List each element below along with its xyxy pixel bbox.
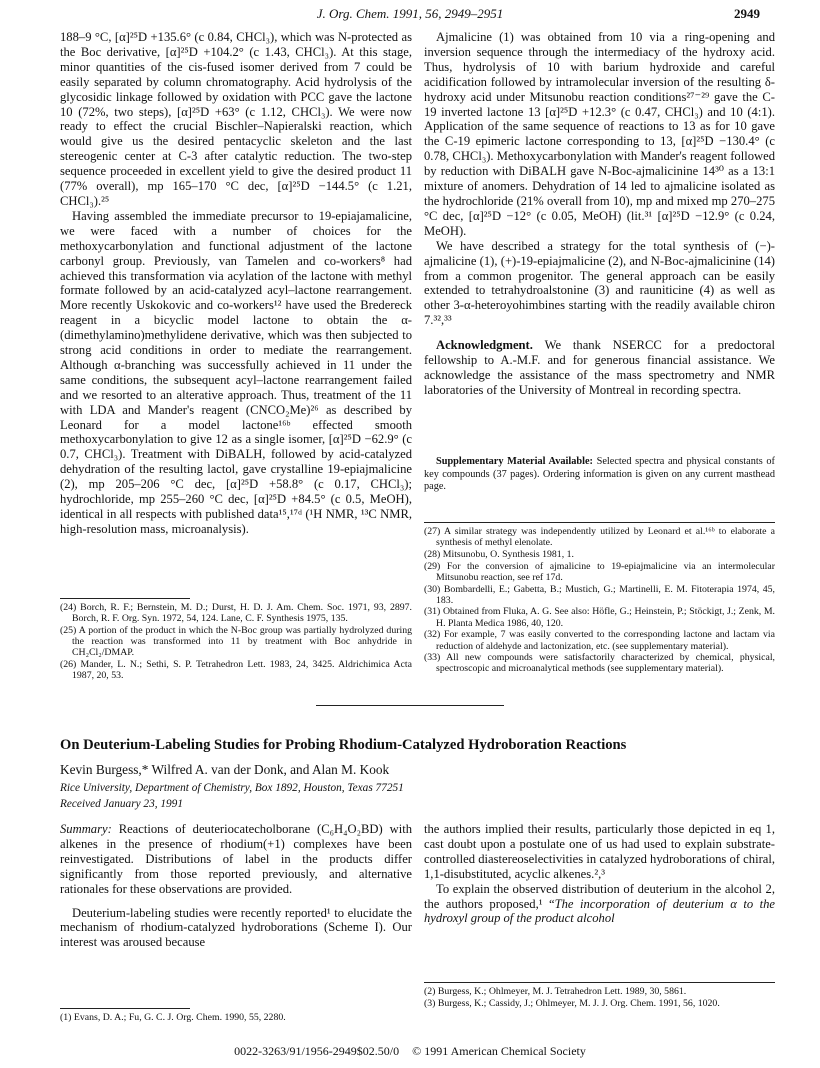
footnote: (29) For the conversion of ajmalicine to 19-epiajmalicine via an intermolecular Mitsunobu reaction, see ref 17d. [424, 560, 775, 583]
footnote-rule [424, 522, 775, 523]
paragraph: 188–9 °C, [α]²⁵D +135.6° (c 0.84, CHCl₃), which was N-protected as the Boc derivative, [α]²⁵D +104.2° (c 1.43, CHCl₃). At this stage, minor quantities of the cis-fused isomer derived from 7 could be easily separated by column chromatography. Acid hydrolysis of the glycosidic linkage followed by oxidation with PCC gave the lactone 10 (72%, two steps), [α]²⁵D +63° (c 1.12, CHCl₃). We were now ready to effect the crucial Bischler–Napieralski reaction, which would give us the desired pentacyclic skeleton and the last stereogenic center at C-3 after catalytic reduction. The two-step sequence proceeded in excellent yield to give the desired product 11 (77% overall), mp 165–170 °C dec, [α]²⁵D −144.5° (c 1.21, CHCl₃).²⁵ [60, 30, 412, 208]
summary [60, 822, 412, 897]
supplementary-material [424, 456, 775, 494]
footnote: (1) Evans, D. A.; Fu, G. C. J. Org. Chem. 1990, 55, 2280. [60, 1012, 286, 1023]
article-authors: Kevin Burgess,* Wilfred A. van der Donk, and Alan M. Kook [60, 762, 390, 777]
footnote-rule [60, 1008, 190, 1009]
footnote-rule [60, 598, 190, 599]
acknowledgment-text: We thank NSERCC for a predoctoral fellowship to A.-M.F. and for generous financial assistance. We acknowledge the assistance of the mass spectrometry and NMR laboratories of the University of Montreal in recording spectra. [424, 338, 776, 397]
right-column [424, 30, 775, 398]
copyright-code: 0022-3263/91/1956-2949$02.50/0 [234, 1044, 400, 1058]
running-header [60, 6, 760, 24]
footnote: (25) A portion of the product in which the N-Boc group was partially hydrolyzed during the reaction was transformed into 11 by treatment with Boc anhydride in CH₂Cl₂/DMAP. [60, 624, 412, 659]
quoted-text: The incorporation of deuterium α to the hydroxyl group of the product alcohol [424, 896, 775, 926]
acknowledgment [424, 338, 775, 398]
supplementary-label: Supplementary Material Available: [436, 456, 593, 467]
article-divider [316, 705, 504, 706]
article-right-column [424, 822, 775, 926]
paragraph-start: To explain the observed distribution of deuterium in the alcohol 2, the authors proposed,¹ “ [424, 881, 775, 911]
article-footnotes-right [424, 986, 775, 1009]
acknowledgment-label: Acknowledgment. [436, 338, 533, 353]
left-column [60, 30, 412, 537]
page-number: 2949 [734, 6, 760, 21]
copyright-notice: © 1991 American Chemical Society [412, 1044, 586, 1058]
journal-citation: J. Org. Chem. 1991, 56, 2949–2951 [316, 6, 504, 21]
footnote: (2) Burgess, K.; Ohlmeyer, M. J. Tetrahedron Lett. 1989, 30, 5861. [424, 986, 687, 997]
footnote: (32) For example, 7 was easily converted to the corresponding lactone and lactam via reduction of aldehyde and lactonization, etc. (see supplementary material). [424, 629, 775, 652]
footnote: (26) Mander, L. N.; Sethi, S. P. Tetrahedron Lett. 1983, 24, 3425. Aldrichimica Acta 1987, 20, 53. [60, 659, 412, 682]
summary-text: Reactions of deuteriocatecholborane (C₆H₄O₂BD) with alkenes in the presence of rhodium(+1) complexes have been reinvestigated. Distributions of label in the products differ significantly from those reported previously, and alternative rationales for these observations are provided. [60, 822, 412, 896]
paragraph: We have described a strategy for the total synthesis of (−)-ajmalicine (1), (+)-19-epiajmalicine (2), and N-Boc-ajmalicinine (14) from a common progenitor. The general approach can be easily extended to tetrahydroalstonine (3) and rauniticine (4) as well as other 3-α-heteroyohimbines starting with the readily available chiron 7.³²,³³ [424, 238, 775, 328]
summary-label: Summary: [60, 822, 112, 836]
footnote: (31) Obtained from Fluka, A. G. See also: Höfle, G.; Heinstein, P.; Stöckigt, J.; Zenk, M. H. Planta Medica 1986, 40, 120. [424, 606, 775, 629]
footnote: (28) Mitsunobu, O. Synthesis 1981, 1. [424, 548, 574, 560]
supplementary-text: Selected spectra and physical constants of key compounds (37 pages). Ordering information is given on any current masthead page. [424, 456, 775, 493]
footnotes-right [424, 526, 775, 675]
paragraph: Having assembled the immediate precursor to 19-epiajamalicine, we were faced with a number of choices for the methoxycarbonylation and functional adjustment of the lactone carbonyl group. Previously, van Tamelen and co-workers⁸ had achieved this transformation via acylation of the lactone with methyl formate followed by an acid-catalyzed acyl–lactone rearrangement. More recently Uskokovic and co-workers¹² have used the Bredereck reagent in a bicyclic model lactone to obtain the α-(dimethylamino)methylidene derivative, which was then subjected to strong acid conditions in order to mediate the rearrangement. Although α-branching was successfully achieved in 11 under the same conditions, the subsequent acyl–lactone rearrangement failed and we resorted to an alterative approach. Thus, treatment of the 11 with LDA and Mander's reagent (CNCO₂Me)²⁶ as described by Leonard for a model lactone¹⁶ᵇ effected smooth methoxycarbonylation to give 12 as a single isomer, [α]²⁵D −62.9° (c 0.7, CHCl₃). Treatment with DiBALH, followed by acid-catalyzed dehydration of the resulting lactol, gave crystalline 19-epiajmalicine (2), mp 205–206 °C dec, [α]²⁵D +58.8° (c 0.17, CHCl₃); hydrochloride, mp 255–260 °C dec, [α]²⁵D +84.5° (c 0.5, MeOH), identical in all respects with published data¹⁵,¹⁷ᵈ (¹H NMR, ¹³C NMR, high-resolution mass, microanalysis). [60, 208, 412, 536]
article-left-column [60, 822, 412, 950]
paragraph: Ajmalicine (1) was obtained from 10 via a ring-opening and inversion sequence through the intermediacy of the hydroxy acid. Thus, hydrolysis of 10 with barium hydroxide and careful acidification followed by intramolecular inversion of the resulting δ-hydroxy acid under Mitsunobu reaction conditions²⁷⁻²⁹ gave the C-19 inverted lactone 13 [α]²⁵D +12.3° (c 0.47, CHCl₃) and 10 (4:1). Application of the same sequence of reactions to 13 as for 10 gave the C-19 epimeric lactone corresponding to 13, [α]²⁵D −130.4° (c 0.78, CHCl₃). Methoxycarbonylation with Mander's reagent followed by reduction with DiBALH gave N-Boc-ajmalicinine 14³⁰ as a 13:1 mixture of anomers. Dehydration of 14 led to ajmalicine isolated as the hydrochloride (21% overall from 10), mp and mixed mp 270–275 °C dec, [α]²⁵D −12° (c 0.05, MeOH) (lit.³¹ [α]²⁵D −12.9° (c 0.24, MeOH). [424, 30, 775, 238]
footnote: (33) All new compounds were satisfactorily characterized by chemical, physical, spectroscopic and microanalytical methods (see supplementary material). [424, 652, 775, 675]
footnote: (3) Burgess, K.; Cassidy, J.; Ohlmeyer, M. J. J. Org. Chem. 1991, 56, 1020. [424, 997, 720, 1009]
article-affiliation: Rice University, Department of Chemistry, Box 1892, Houston, Texas 77251 [60, 782, 404, 794]
footnote: (24) Borch, R. F.; Bernstein, M. D.; Durst, H. D. J. Am. Chem. Soc. 1971, 93, 2897. Borch, R. F. Org. Syn. 1972, 54, 124. Lane, C. F. Synthesis 1975, 135. [60, 602, 412, 625]
paragraph [424, 882, 775, 927]
footnote: (27) A similar strategy was independently utilized by Leonard et al.¹⁶ᵇ to elaborate a synthesis of methyl elenolate. [424, 526, 775, 549]
received-date: Received January 23, 1991 [60, 798, 183, 810]
footnote-rule [424, 982, 775, 983]
footnotes-left [60, 602, 412, 682]
paragraph: the authors implied their results, particularly those depicted in eq 1, cast doubt upon a postulate one of us had used to explain substrate-controlled diastereoselectivities in catalyzed hydroborations of chiral, 1,1-disubstituted, acyclic alkenes.²,³ [424, 822, 775, 881]
page-footer [0, 1044, 820, 1059]
article-title: On Deuterium-Labeling Studies for Probing Rhodium-Catalyzed Hydroboration Reactions [60, 737, 627, 753]
footnote: (30) Bombardelli, E.; Gabetta, B.; Mustich, G.; Martinelli, E. M. Fitoterapia 1974, 45, 183. [424, 583, 775, 606]
article-footnote-left [60, 1012, 412, 1024]
paragraph: Deuterium-labeling studies were recently reported¹ to elucidate the mechanism of rhodium-catalyzed hydroborations (Scheme I). Our interest was aroused because [60, 905, 412, 950]
